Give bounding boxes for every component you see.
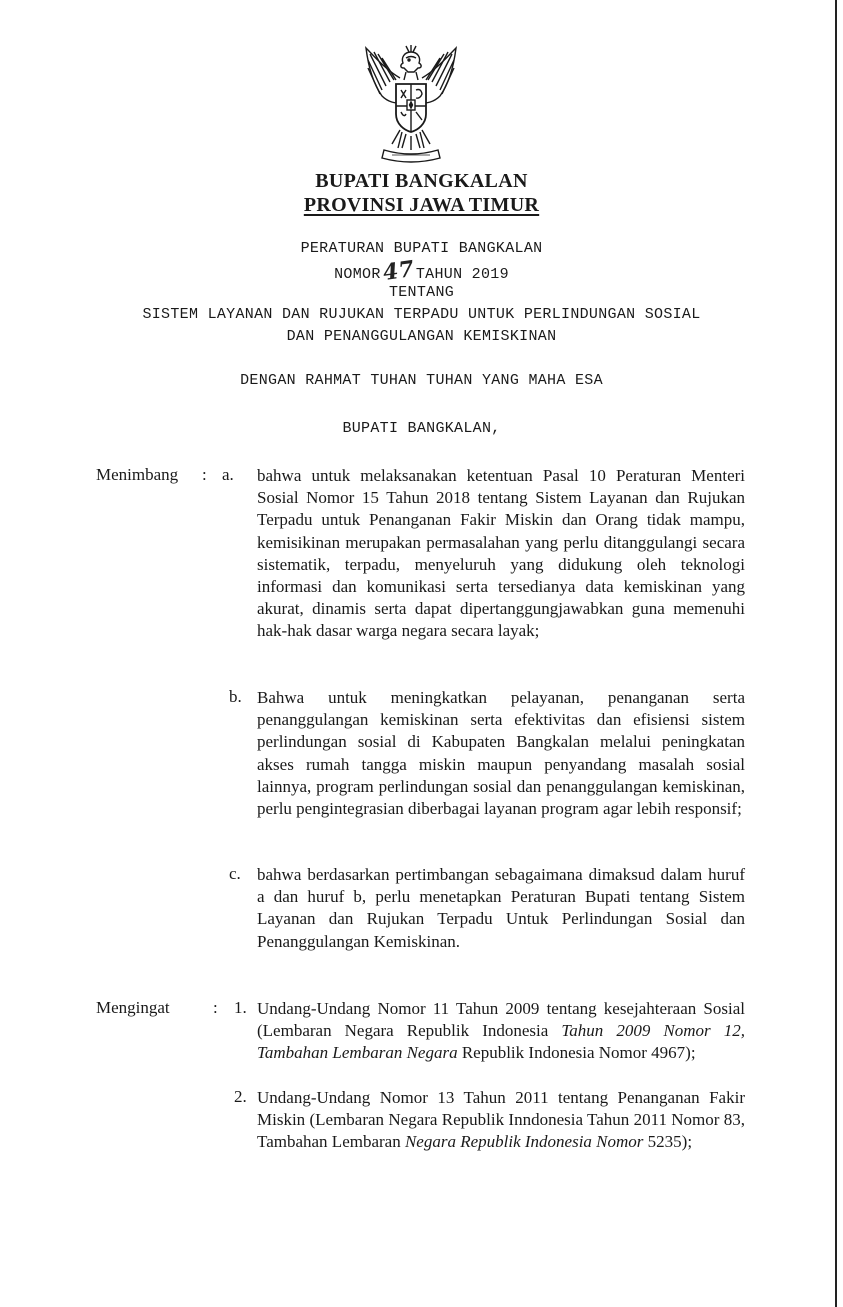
menimbang-marker-c: c. — [229, 864, 241, 883]
mengingat-item-1 — [257, 998, 745, 1065]
regulation-heading: PERATURAN BUPATI BANGKALAN — [300, 240, 543, 257]
subject-line1: SISTEM LAYANAN DAN RUJUKAN TERPADU UNTUK PERLINDUNGAN SOSIAL — [142, 306, 701, 323]
subject-line2: DAN PENANGGULANGAN KEMISKINAN — [286, 328, 557, 345]
menimbang-item-a: bahwa untuk melaksanakan ketentuan Pasal 10 Peraturan Menteri Sosial Nomor 15 Tahun 2018 tentang Sistem Layanan dan Rujukan Terpadu untuk Penanganan Fakir Miskin dan Orang tidak mampu, kemisikinan merupakan permasalahan yang perlu ditanggulangi secara sistematik, terpadu, menyeluruh yang didukung oleh teknologi informasi dan komunikasi serta tersedianya data kemiskinan yang akurat, dinamis serta dapat dipertanggungjawabkan guna memenuhi hak-hak dasar warga negara secara layak; — [257, 466, 745, 641]
title-line2 — [0, 194, 843, 217]
title-line1: BUPATI BANGKALAN — [315, 170, 528, 192]
menimbang-colon: : — [202, 465, 207, 484]
number-prefix: NOMOR — [334, 266, 381, 283]
number-suffix: TAHUN 2019 — [415, 266, 509, 283]
mengingat-item-1-end: Republik Indonesia Nomor 4967); — [457, 1043, 696, 1063]
tentang-label: TENTANG — [388, 284, 455, 301]
mengingat-item-1-italic: Tahun 2009 Nomor 12, Tambahan Lembaran Negara — [257, 1021, 745, 1063]
handwritten-number: 47 — [380, 255, 416, 287]
mengingat-colon: : — [213, 998, 218, 1017]
mengingat-item-1-main: Undang-Undang Nomor 11 Tahun 2009 tentang kesejahteraan Sosial (Lembaran Negara Republik Indonesia — [257, 999, 745, 1041]
mengingat-marker-2: 2. — [234, 1087, 247, 1106]
regulation-number-line — [0, 255, 843, 287]
mengingat-item-2-italic: Negara Republik Indonesia Nomor — [404, 1132, 644, 1152]
menimbang-marker-a: a. — [222, 465, 234, 484]
menimbang-item-c: bahwa berdasarkan pertimbangan sebagaimana dimaksud dalam huruf a dan huruf b, perlu menetapkan Peraturan Bupati tentang Sistem Layanan dan Rujukan Terpadu Untuk Perlindungan Sosial dan Penanggulangan Kemiskinan. — [257, 865, 745, 951]
authority-line: BUPATI BANGKALAN, — [342, 420, 501, 437]
blessing-line: DENGAN RAHMAT TUHAN TUHAN YANG MAHA ESA — [240, 372, 603, 389]
mengingat-label: Mengingat — [96, 998, 170, 1017]
mengingat-item-2 — [257, 1087, 745, 1154]
title-line2-text: PROVINSI JAWA TIMUR — [303, 194, 540, 216]
garuda-emblem-icon — [356, 44, 466, 166]
menimbang-label: Menimbang — [96, 465, 179, 484]
mengingat-marker-1: 1. — [234, 998, 247, 1017]
mengingat-item-2-main: Undang-Undang Nomor 13 Tahun 2011 tentang Penanganan Fakir Miskin (Lembaran Negara Republik Inndonesia Tahun 2011 Nomor 83, Tambahan Lembaran — [257, 1088, 745, 1152]
menimbang-item-b: Bahwa untuk meningkatkan pelayanan, penanganan serta penanggulangan kemiskinan serta efektivitas dan efisiensi sistem perlindungan sosial di Kabupaten Bangkalan melalui peningkatan akses rumah tangga miskin maupun penyandang masalah sosial lainnya, program perlindungan sosial dan penanggulangan kemiskinan, perlu pengintegrasian diberbagai layanan program agar lebih responsif; — [257, 688, 745, 819]
mengingat-item-2-end: 5235); — [643, 1132, 693, 1152]
menimbang-marker-b: b. — [229, 687, 242, 706]
